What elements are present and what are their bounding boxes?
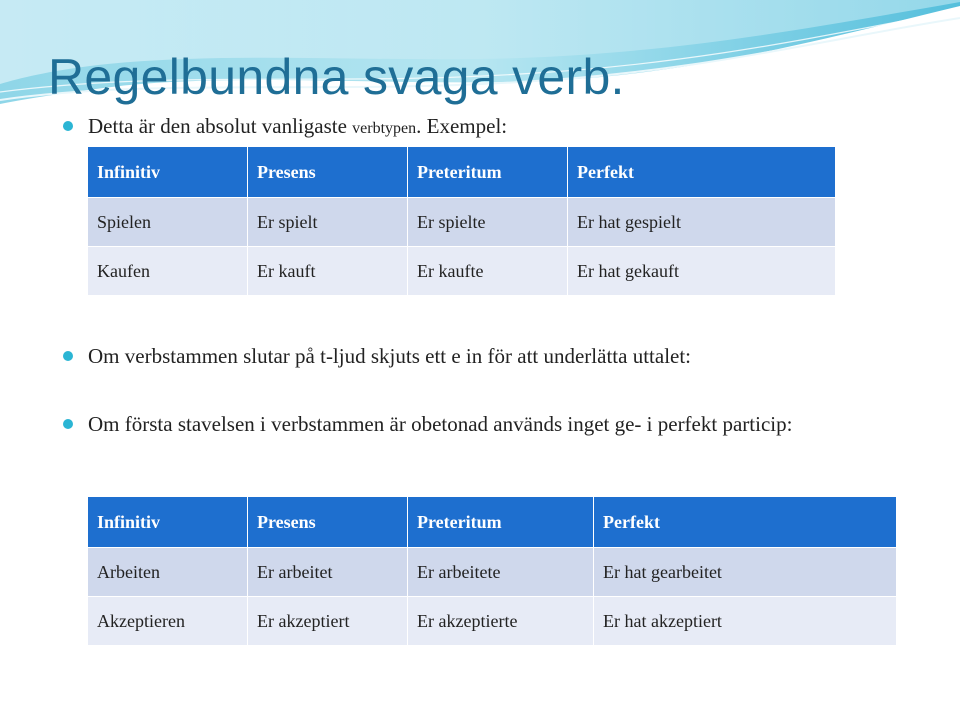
header-cell: Presens	[248, 147, 408, 198]
table-cell: Er kaufte	[408, 247, 568, 296]
verb-table-regular	[87, 146, 836, 296]
table-cell: Er akzeptierte	[408, 597, 594, 646]
bullet-intro-text-b: . Exempel:	[416, 114, 508, 138]
verb-table-special	[87, 496, 897, 646]
header-cell: Perfekt	[594, 497, 897, 548]
bullet-unstressed	[88, 410, 878, 439]
header-cell: Preteritum	[408, 147, 568, 198]
table-row	[88, 247, 836, 296]
table-cell: Er spielte	[408, 198, 568, 247]
bullet-unstressed-text: Om första stavelsen i verbstammen är obetonad används inget ge- i perfekt particip:	[88, 412, 793, 436]
bullet-intro-text-small: verbtypen	[352, 120, 417, 137]
bullet-t-sound	[88, 342, 848, 371]
slide-title: Regelbundna svaga verb.	[48, 49, 625, 105]
table-cell: Spielen	[88, 198, 248, 247]
table-header-row	[88, 497, 897, 548]
table-cell: Er hat gekauft	[568, 247, 836, 296]
table-cell: Kaufen	[88, 247, 248, 296]
bullet-dot-icon	[63, 351, 73, 361]
header-cell: Preteritum	[408, 497, 594, 548]
table-cell: Er akzeptiert	[248, 597, 408, 646]
header-cell: Presens	[248, 497, 408, 548]
table-cell: Er hat gespielt	[568, 198, 836, 247]
bullet-dot-icon	[63, 121, 73, 131]
table-cell: Akzeptieren	[88, 597, 248, 646]
table-row	[88, 198, 836, 247]
bullet-intro	[88, 112, 788, 143]
table-cell: Er kauft	[248, 247, 408, 296]
bullet-intro-text-a: Detta är den absolut vanligaste	[88, 114, 353, 138]
header-cell: Infinitiv	[88, 497, 248, 548]
table-header-row	[88, 147, 836, 198]
header-cell: Perfekt	[568, 147, 836, 198]
bullet-dot-icon	[63, 419, 73, 429]
header-cell: Infinitiv	[88, 147, 248, 198]
table-cell: Arbeiten	[88, 548, 248, 597]
table-cell: Er hat gearbeitet	[594, 548, 897, 597]
table-row	[88, 597, 897, 646]
table-cell: Er arbeitete	[408, 548, 594, 597]
table-row	[88, 548, 897, 597]
table-cell: Er spielt	[248, 198, 408, 247]
bullet-t-sound-text: Om verbstammen slutar på t-ljud skjuts ett e in för att underlätta uttalet:	[88, 344, 692, 368]
table-cell: Er hat akzeptiert	[594, 597, 897, 646]
table-cell: Er arbeitet	[248, 548, 408, 597]
